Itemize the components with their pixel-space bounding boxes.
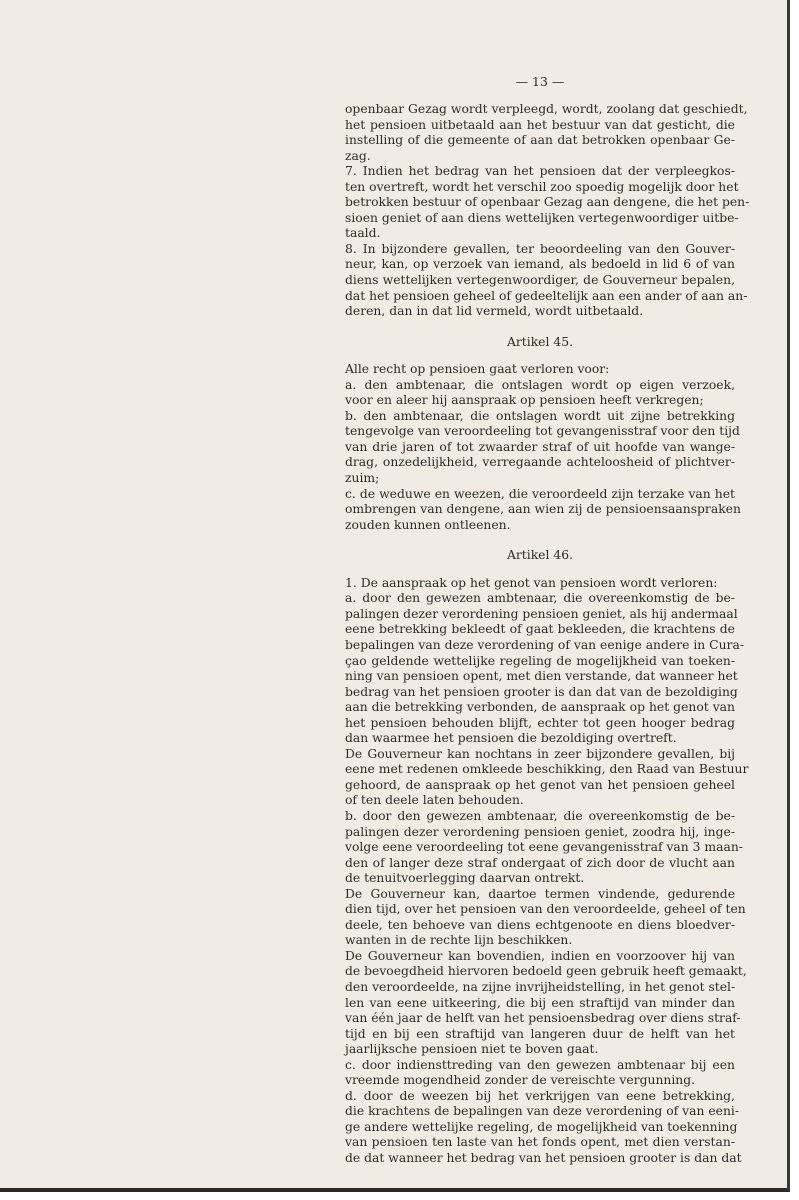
text-line: zag. <box>345 148 371 163</box>
text-line: instelling of die gemeente of aan dat betrokken openbaar Ge- <box>345 133 735 148</box>
text-line: de dat wanneer het bedrag van het pensioen grooter is dan dat <box>345 1151 742 1165</box>
text-line: deren, dan in dat lid vermeld, wordt uitbetaald. <box>345 304 644 319</box>
paragraph <box>345 362 735 378</box>
text-line: De Gouverneur kan nochtans in zeer bijzondere gevallen, bij <box>345 746 735 761</box>
paragraph <box>345 576 735 592</box>
text-line: de bevoegdheid hiervoren bedoeld geen gebruik heeft gemaakt, <box>345 964 747 979</box>
paragraph <box>345 241 748 320</box>
text-line: d. door de weezen bij het verkrijgen van eene betrekking, <box>345 1088 735 1103</box>
text-line: tijd en bij een straftijd van langeren duur de helft van het <box>345 1026 735 1041</box>
paragraph <box>345 102 748 164</box>
text-line: ombrengen van dengene, aan wien zij de pensioensaanspraken <box>345 502 741 517</box>
paragraph <box>345 808 743 887</box>
article-heading: Artikel 46. <box>506 548 573 563</box>
text-line: sioen geniet of aan diens wettelijken vertegenwoordiger uitbe- <box>345 210 739 225</box>
page-number: — 13 — <box>515 74 565 89</box>
text-line: aan die betrekking verbonden, de aanspraak op het genot van <box>345 700 735 715</box>
text-line: len van eene uitkeering, die bij een straftijd van minder dan <box>345 995 735 1010</box>
text-line: c. door indiensttreding van den gewezen ambtenaar bij een <box>345 1057 735 1072</box>
text-line: diens wettelijken vertegenwoordiger, de Gouverneur bepalen, <box>345 273 735 288</box>
text-line: b. door den gewezen ambtenaar, die overeenkomstig de be- <box>345 808 735 823</box>
text-line: van drie jaren of tot zwaarder straf of uit hoofde van wange- <box>345 439 735 454</box>
article-heading: Artikel 45. <box>506 334 573 349</box>
text-line: bedrag van het pensioen grooter is dan dat van de bezoldiging <box>345 684 738 699</box>
text-line: het pensioen behouden blijft, echter tot geen hooger bedrag <box>345 715 735 730</box>
paragraph <box>345 746 749 809</box>
text-line: eene betrekking bekleedt of gaat bekleeden, die krachtens de <box>345 622 735 637</box>
text-line: of ten deele laten behouden. <box>345 793 524 808</box>
text-line: De Gouverneur kan, daartoe termen vindende, gedurende <box>345 886 735 901</box>
text-line: ge andere wettelijke regeling, de mogelijkheid van toekenning <box>345 1119 738 1134</box>
paragraph <box>345 1088 742 1167</box>
body-text <box>345 102 750 1167</box>
text-line: volge eene veroordeeling tot eene gevangenisstraf van 3 maan- <box>345 840 743 855</box>
paragraph <box>345 378 735 409</box>
text-line: zouden kunnen ontleenen. <box>345 517 511 532</box>
text-line: dien tijd, over het pensioen van den veroordeelde, geheel of ten <box>345 902 746 917</box>
text-line: 7. Indien het bedrag van het pensioen dat der verpleegkos- <box>345 164 735 179</box>
text-line: De Gouverneur kan bovendien, indien en voorzoover hij van <box>345 948 735 963</box>
text-line: taald. <box>345 226 381 241</box>
text-line: çao geldende wettelijke regeling de mogelijkheid van toeken- <box>345 653 735 668</box>
text-line: a. den ambtenaar, die ontslagen wordt op eigen verzoek, <box>345 377 735 392</box>
paragraph <box>345 591 744 746</box>
paragraph <box>345 948 747 1058</box>
text-line: c. de weduwe en weezen, die veroordeeld zijn terzake van het <box>345 486 735 501</box>
text-line: wanten in de rechte lijn beschikken. <box>345 933 573 948</box>
text-line: ten overtreft, wordt het verschil zoo spoedig mogelijk door het <box>345 179 739 194</box>
text-line: neur, kan, op verzoek van iemand, als bedoeld in lid 6 of van <box>345 257 735 272</box>
text-line: palingen dezer verordening pensioen geniet, als hij andermaal <box>345 606 738 621</box>
text-line: zuim; <box>345 471 380 486</box>
text-line: het pensioen uitbetaald aan het bestuur van dat gesticht, die <box>345 117 735 132</box>
text-line: deele, ten behoeve van diens echtgenoote en diens bloedver- <box>345 917 735 932</box>
text-line: Alle recht op pensioen gaat verloren voor: <box>345 362 610 377</box>
text-line: 8. In bijzondere gevallen, ter beoordeeling van den Gouver- <box>345 241 735 256</box>
text-line: dat het pensioen geheel of gedeeltelijk aan een ander of aan an- <box>345 288 748 303</box>
text-line: a. door den gewezen ambtenaar, die overeenkomstig de be- <box>345 591 735 606</box>
paragraph <box>345 1058 735 1089</box>
paragraph <box>345 408 740 487</box>
text-line: ning van pensioen opent, met dien verstande, dat wanneer het <box>345 669 738 684</box>
text-line: openbaar Gezag wordt verpleegd, wordt, zoolang dat geschiedt, <box>345 102 748 116</box>
text-line: van pensioen ten laste van het fonds opent, met dien verstan- <box>345 1135 735 1150</box>
text-line: de tenuitvoerlegging daarvan ontrekt. <box>345 871 585 886</box>
text-line: van één jaar de helft van het pensioensbedrag over diens straf- <box>345 1011 741 1026</box>
text-line: bepalingen van deze verordening of van eenige andere in Cura- <box>345 637 744 652</box>
text-line: drag, onzedelijkheid, verregaande achteloosheid of plichtver- <box>345 455 735 470</box>
text-line: den of langer deze straf ondergaat of zich door de vlucht aan <box>345 855 735 870</box>
text-line: b. den ambtenaar, die ontslagen wordt uit zijne betrekking <box>345 408 735 423</box>
text-line: vreemde mogendheid zonder de vereischte vergunning. <box>345 1073 696 1088</box>
text-line: jaarlijksche pensioen niet te boven gaat. <box>345 1042 599 1057</box>
text-line: eene met redenen omkleede beschikking, den Raad van Bestuur <box>345 762 749 777</box>
paragraph <box>345 486 741 534</box>
text-line: 1. De aanspraak op het genot van pensioen wordt verloren: <box>345 575 718 590</box>
paragraph <box>345 886 746 949</box>
text-line: palingen dezer verordening pensioen geniet, zoodra hij, inge- <box>345 824 735 839</box>
text-line: tengevolge van veroordeeling tot gevangenisstraf voor den tijd <box>345 424 740 439</box>
text-line: voor en aleer hij aanspraak op pensioen heeft verkregen; <box>345 393 704 408</box>
text-line: dan waarmee het pensioen die bezoldiging overtreft. <box>345 731 677 746</box>
text-line: die krachtens de bepalingen van deze verordening of van eeni- <box>345 1104 740 1119</box>
text-line: betrokken bestuur of openbaar Gezag aan dengene, die het pen- <box>345 195 750 210</box>
text-line: gehoord, de aanspraak op het genot van het pensioen geheel <box>345 777 735 792</box>
paragraph <box>345 164 750 242</box>
text-line: den veroordeelde, na zijne invrijheidstelling, in het genot stel- <box>345 979 736 994</box>
